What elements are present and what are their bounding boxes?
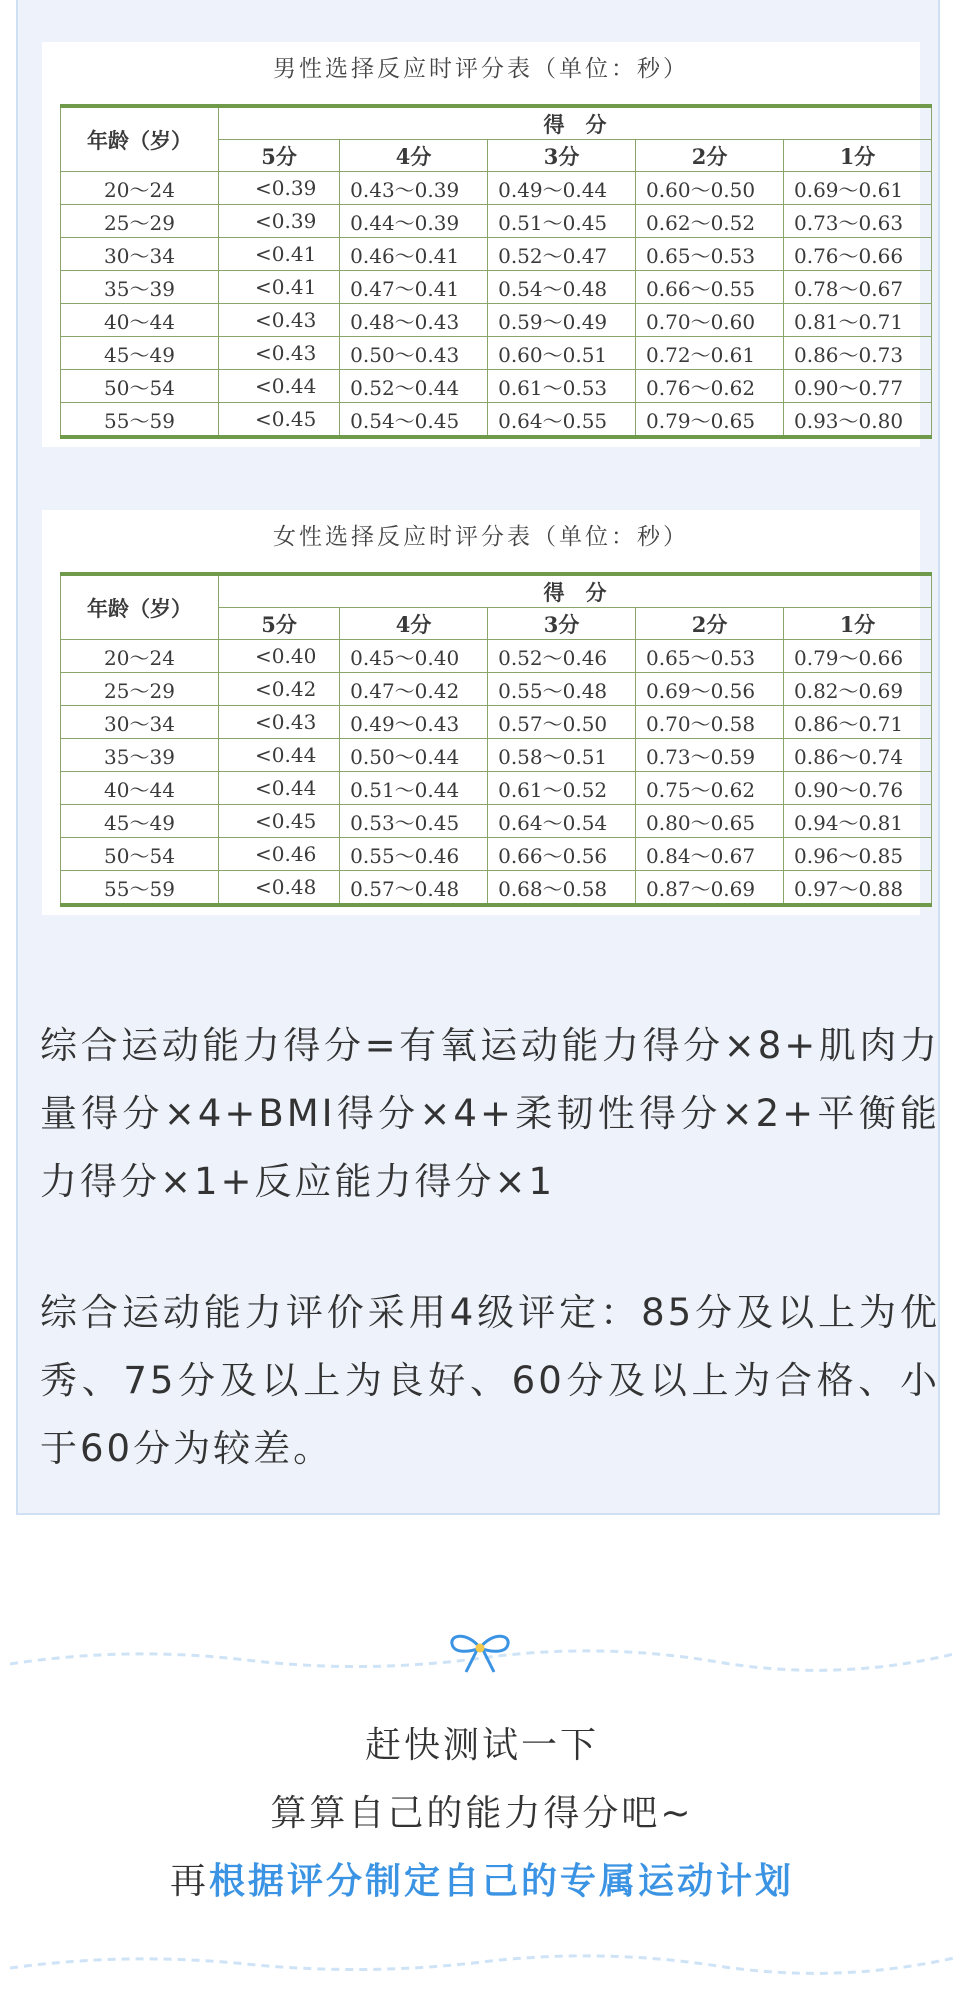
score-cell: 0.66～0.56 [488, 838, 636, 871]
age-cell: 40～44 [61, 304, 219, 337]
score-cell: 0.48～0.43 [340, 304, 488, 337]
score-cell: 0.61～0.53 [488, 370, 636, 403]
score-cell: 0.52～0.46 [488, 640, 636, 673]
score-cell: 0.86～0.74 [784, 739, 932, 772]
age-cell: 30～34 [61, 238, 219, 271]
age-cell: 25～29 [61, 673, 219, 706]
score-cell: 0.60～0.51 [488, 337, 636, 370]
cta-line-3 [0, 1848, 964, 1916]
table-row [61, 739, 932, 772]
score-cell: 0.52～0.47 [488, 238, 636, 271]
score-cell: 0.90～0.77 [784, 370, 932, 403]
score-cell: 0.65～0.53 [636, 238, 784, 271]
score-cell: <0.40 [219, 640, 340, 673]
table-row [61, 304, 932, 337]
score-cell: 0.73～0.63 [784, 205, 932, 238]
score-cell: 0.69～0.56 [636, 673, 784, 706]
table-row [61, 772, 932, 805]
score-column-header: 4分 [340, 140, 488, 172]
score-cell: 0.87～0.69 [636, 871, 784, 906]
score-cell: 0.80～0.65 [636, 805, 784, 838]
score-cell: <0.45 [219, 403, 340, 438]
score-cell: 0.57～0.48 [340, 871, 488, 906]
score-cell: 0.90～0.76 [784, 772, 932, 805]
score-cell: 0.51～0.45 [488, 205, 636, 238]
score-cell: 0.66～0.55 [636, 271, 784, 304]
table-row [61, 673, 932, 706]
score-cell: <0.46 [219, 838, 340, 871]
score-cell: 0.69～0.61 [784, 172, 932, 205]
score-cell: 0.72～0.61 [636, 337, 784, 370]
score-cell: 0.70～0.60 [636, 304, 784, 337]
age-cell: 20～24 [61, 172, 219, 205]
score-column-header: 5分 [219, 140, 340, 172]
score-cell: 0.58～0.51 [488, 739, 636, 772]
score-cell: 0.86～0.73 [784, 337, 932, 370]
score-cell: 0.93～0.80 [784, 403, 932, 438]
score-cell: 0.46～0.41 [340, 238, 488, 271]
age-cell: 50～54 [61, 370, 219, 403]
score-cell: <0.43 [219, 304, 340, 337]
cta-highlight: 根据评分制定自己的专属运动计划 [209, 1861, 795, 1902]
score-cell: 0.51～0.44 [340, 772, 488, 805]
score-group-header: 得 分 [219, 106, 932, 140]
age-cell: 30～34 [61, 706, 219, 739]
score-column-header: 2分 [636, 140, 784, 172]
score-cell: <0.43 [219, 337, 340, 370]
score-cell: 0.47～0.42 [340, 673, 488, 706]
score-cell: 0.57～0.50 [488, 706, 636, 739]
score-cell: 0.82～0.69 [784, 673, 932, 706]
score-cell: 0.52～0.44 [340, 370, 488, 403]
table-row [61, 271, 932, 304]
score-cell: <0.41 [219, 238, 340, 271]
table-body [61, 172, 932, 438]
score-cell: <0.43 [219, 706, 340, 739]
score-column-header: 1分 [784, 608, 932, 640]
score-cell: 0.54～0.48 [488, 271, 636, 304]
score-cell: 0.45～0.40 [340, 640, 488, 673]
age-cell: 55～59 [61, 403, 219, 438]
female-table-title: 女性选择反应时评分表（单位：秒） [273, 524, 689, 550]
score-cell: 0.43～0.39 [340, 172, 488, 205]
score-cell: 0.53～0.45 [340, 805, 488, 838]
table-row [61, 706, 932, 739]
male-table-title: 男性选择反应时评分表（单位：秒） [273, 56, 689, 82]
age-cell: 35～39 [61, 271, 219, 304]
age-cell: 55～59 [61, 871, 219, 906]
wavy-divider-bottom [10, 1946, 954, 1986]
age-cell: 35～39 [61, 739, 219, 772]
table-row [61, 238, 932, 271]
score-cell: 0.64～0.54 [488, 805, 636, 838]
score-cell: 0.70～0.58 [636, 706, 784, 739]
score-cell: <0.42 [219, 673, 340, 706]
score-cell: <0.39 [219, 172, 340, 205]
score-cell: 0.50～0.44 [340, 739, 488, 772]
score-column-header: 3分 [488, 140, 636, 172]
table-row [61, 370, 932, 403]
score-cell: 0.84～0.67 [636, 838, 784, 871]
score-cell: 0.64～0.55 [488, 403, 636, 438]
formula-paragraph: 综合运动能力得分=有氧运动能力得分×8+肌肉力量得分×4+BMI得分×4+柔韧性得分×2+平衡能力得分×1+反应能力得分×1 [40, 1024, 940, 1203]
age-cell: 45～49 [61, 337, 219, 370]
score-cell: 0.96～0.85 [784, 838, 932, 871]
score-cell: 0.59～0.49 [488, 304, 636, 337]
age-column-header: 年龄（岁） [61, 574, 219, 640]
age-cell: 40～44 [61, 772, 219, 805]
score-cell: <0.48 [219, 871, 340, 906]
score-cell: 0.54～0.45 [340, 403, 488, 438]
score-column-header: 3分 [488, 608, 636, 640]
score-cell: <0.44 [219, 739, 340, 772]
score-cell: 0.65～0.53 [636, 640, 784, 673]
ribbon-bow-icon [444, 1628, 516, 1678]
table-row [61, 871, 932, 906]
score-column-header: 4分 [340, 608, 488, 640]
cta-line-3-prefix: 再 [169, 1861, 209, 1902]
score-cell: 0.76～0.62 [636, 370, 784, 403]
score-column-header: 1分 [784, 140, 932, 172]
score-cell: 0.44～0.39 [340, 205, 488, 238]
score-cell: 0.55～0.48 [488, 673, 636, 706]
score-column-header: 2分 [636, 608, 784, 640]
score-cell: 0.78～0.67 [784, 271, 932, 304]
table-row [61, 805, 932, 838]
score-cell: 0.49～0.44 [488, 172, 636, 205]
score-cell: 0.50～0.43 [340, 337, 488, 370]
female-score-table-card [42, 510, 920, 915]
score-cell: 0.75～0.62 [636, 772, 784, 805]
cta-line-1: 赶快测试一下 [364, 1725, 599, 1766]
cta-line-2: 算算自己的能力得分吧~ [270, 1793, 694, 1834]
score-cell: <0.44 [219, 370, 340, 403]
score-cell: 0.62～0.52 [636, 205, 784, 238]
age-cell: 25～29 [61, 205, 219, 238]
score-cell: 0.76～0.66 [784, 238, 932, 271]
score-cell: 0.97～0.88 [784, 871, 932, 906]
rating-paragraph: 综合运动能力评价采用4级评定：85分及以上为优秀、75分及以上为良好、60分及以上为合格、小于60分为较差。 [40, 1291, 940, 1470]
table-row [61, 172, 932, 205]
score-cell: 0.79～0.66 [784, 640, 932, 673]
score-cell: <0.41 [219, 271, 340, 304]
age-cell: 50～54 [61, 838, 219, 871]
score-group-header: 得 分 [219, 574, 932, 608]
table-row [61, 838, 932, 871]
score-cell: 0.49～0.43 [340, 706, 488, 739]
score-cell: 0.47～0.41 [340, 271, 488, 304]
age-cell: 45～49 [61, 805, 219, 838]
table-row [61, 403, 932, 438]
table-row [61, 640, 932, 673]
table-row [61, 205, 932, 238]
score-cell: 0.73～0.59 [636, 739, 784, 772]
score-cell: <0.45 [219, 805, 340, 838]
score-cell: 0.86～0.71 [784, 706, 932, 739]
male-score-table-card [42, 42, 920, 447]
score-cell: 0.68～0.58 [488, 871, 636, 906]
score-column-header: 5分 [219, 608, 340, 640]
score-cell: 0.94～0.81 [784, 805, 932, 838]
score-cell: <0.39 [219, 205, 340, 238]
age-column-header: 年龄（岁） [61, 106, 219, 172]
male-score-table [60, 104, 932, 439]
score-cell: 0.60～0.50 [636, 172, 784, 205]
content-panel [16, 0, 940, 1515]
score-cell: 0.81～0.71 [784, 304, 932, 337]
score-cell: 0.79～0.65 [636, 403, 784, 438]
score-cell: 0.55～0.46 [340, 838, 488, 871]
table-body [61, 640, 932, 906]
female-score-table [60, 572, 932, 907]
score-cell: 0.61～0.52 [488, 772, 636, 805]
score-cell: <0.44 [219, 772, 340, 805]
table-row [61, 337, 932, 370]
age-cell: 20～24 [61, 640, 219, 673]
